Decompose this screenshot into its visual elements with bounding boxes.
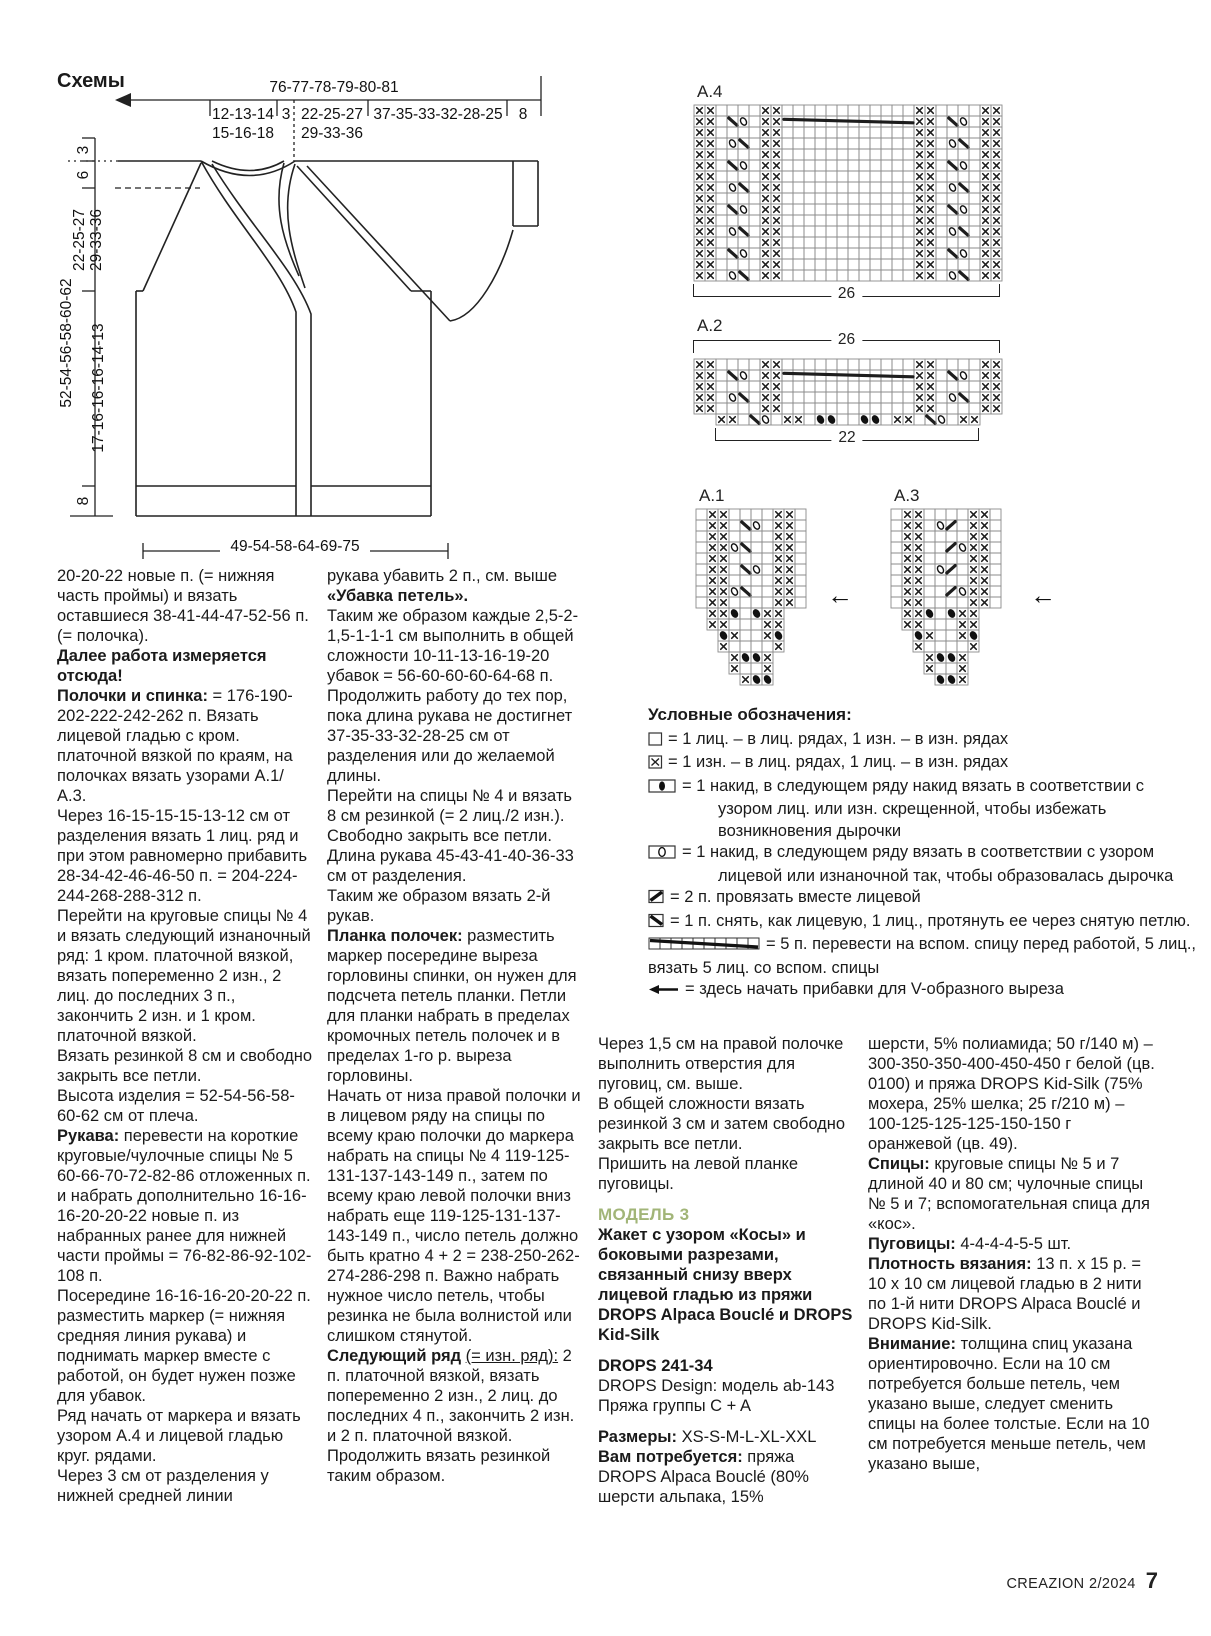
skp-icon [648, 913, 665, 935]
measure-left-armhole1: 22-25-27 [71, 208, 88, 272]
measure-shoulder2: 29-33-36 [300, 125, 364, 142]
legend-item-yo-twisted: = 1 накид, в следующем ряду накид вязать в соответствии с узором лиц. или изн. скрещенной, чтобы избежать возникновения дырочки [648, 776, 1200, 843]
purl-cell-icon [648, 754, 663, 776]
chart-a4 [693, 82, 1003, 302]
chart-a3-grid [890, 508, 1002, 686]
chart-a1-grid [695, 508, 807, 686]
chart-a4-label: A.4 [697, 82, 723, 101]
vneck-arrow-icon [648, 981, 680, 1003]
chart-a4-width-bracket: 26 [693, 284, 1000, 297]
measure-body-height: 17-16-16-16-14-13 [90, 323, 107, 453]
cardigan-outline [68, 161, 538, 516]
legend-item-skp: = 1 п. снять, как лицевую, 1 лиц., протянуть ее через снятую петлю. [648, 911, 1200, 935]
measure-neck: 12-13-14 [211, 106, 275, 123]
chart-a2-grid [693, 358, 1003, 426]
text-column-4: шерсти, 5% полиамида; 50 г/140 м) – 300-350-350-400-450-450 г белой (цв. 0100) и пряжа DROPS Kid-Silk (75% мохера, 25% шелка; 25 г/210 м) – 100-125-125-125-150-150 г оранжевой (цв. 49). Спицы: круговые спицы № 5 и 7 длиной 40 и 80 см; чулочные спицы № 5 и 7; вспомогательная спица для «кос». Пуговицы: 4-4-4-4-5-5 шт. Плотность вязания: 13 п. х 15 р. = 10 х 10 см лицевой гладью в 2 нити по 1-й нити DROPS Alpaca Bouclé и DROPS Kid-Silk. Внимание: толщина спиц указана ориентировочно. Если на 10 см потребуется больше петель, чем указано выше, следует сменить спицы на более толстые. Если на 10 см потребуется меньше петель, чем указано выше, [868, 1035, 1155, 1473]
measure-left-3: 3 [75, 145, 92, 155]
legend-item-purl: = 1 изн. – в лиц. рядах, 1 лиц. – в изн. рядах [648, 752, 1200, 776]
knit-cell-icon [648, 731, 663, 753]
chart-a3 [890, 486, 1090, 686]
chart-a2-top-bracket: 26 [693, 340, 1000, 353]
page-number: 7 [1145, 1568, 1158, 1593]
legend-item-k2tog: = 2 п. провязать вместе лицевой [648, 887, 1200, 911]
text-column-2: рукава убавить 2 п., см. выше «Убавка петель». Таким же образом каждые 2,5-2-1,5-1-1-1 см выполнить в общей сложности 10-11-13-16-19-20 убавок = 56-60-60-60-64-68 п. Продолжить работу до тех пор, пока длина рукава не достигнет 37-35-33-32-28-25 см от разделения или до желаемой длины. Перейти на спицы № 4 и вязать 8 см резинкой (= 2 лиц./2 изн.). Свободно закрыть все петли. Длина рукава 45-43-41-40-36-33 см от разделения. Таким же образом вязать 2-й рукав. Планка полочек: разместить маркер посередине выреза горловины спинки, он нужен для подсчета петель планки. Петли для планки набрать в пределах кромочных петель полочек и в пределах 1-го р. выреза горловины. Начать от низа правой полочки и в лицевом ряду на спицы по всему краю полочки до маркера набрать на спицы № 4 119-125-131-137-143-149 п., затем по всему краю левой полочки вниз набрать еще 119-125-131-137-143-149 п., число петель должно быть кратно 4 + 2 = 238-250-262-274-286-298 п. Важно набрать нужное число петель, чтобы резинка не была волнистой или слишком стянутой. Следующий ряд (= изн. ряд): 2 п. платочной вязкой, вязать попеременно 2 изн., 2 лиц. до последних 4 п., закончить 2 изн. и 2 п. платочной вязкой. Продолжить вязать резинкой таким образом. [327, 567, 581, 1485]
measure-sleeve-len: 37-35-33-32-28-25 [373, 106, 503, 123]
magazine-brand: CREAZION 2/2024 [1006, 1576, 1136, 1592]
measure-left-6: 6 [75, 170, 92, 180]
yo-hole-icon [648, 844, 677, 866]
legend-item-knit: = 1 лиц. – в лиц. рядах, 1 изн. – в изн. рядах [648, 729, 1200, 753]
vneck-start-arrow-icon: ← [827, 580, 853, 610]
chart-a3-label: A.3 [894, 486, 920, 505]
measure-cuff: 8 [518, 106, 528, 123]
measure-3: 3 [281, 106, 291, 123]
text-column-1: 20-20-22 новые п. (= нижняя часть проймы) и вязать оставшиеся 38-41-44-47-52-56 п. (= полочка). Далее работа измеряется отсюда! Полочки и спинка: = 176-190-202-222-242-262 п. Вязать лицевой гладью с кром. платочной вязкой по краям, на полочках вязать узорами А.1/А.3. Через 16-15-15-15-13-12 см от разделения вязать 1 лиц. ряд и при этом равномерно прибавить 28-34-42-46-46-50 п. = 204-224-244-268-288-312 п. Перейти на круговые спицы № 4 и вязать следующий изнаночный ряд: 1 кром. платочной вязкой, вязать попеременно 2 изн., 2 лиц. до последних 3 п., закончить 2 изн. и 1 кром. платочной вязкой. Вязать резинкой 8 см и свободно закрыть все петли. Высота изделия = 52-54-56-58-60-62 см от плеча. Рукава: перевести на короткие круговые/чулочные спицы № 5 60-66-70-72-82-86 отложенных п. и набрать дополнительно 16-16-16-20-20-22 новые п. из набранных ранее для нижней части проймы = 76-82-86-92-102-108 п. Посередине 16-16-16-20-20-22 п. разместить маркер (= нижняя средняя линия рукава) и поднимать маркер вместе с работой, он будет нужен позже для убавок. Ряд начать от маркера и вязать узором А.4 и лицевой гладью круг. рядами. Через 3 см от разделения у нижней средней линии [57, 567, 313, 1505]
measure-total-height: 52-54-56-58-60-62 [58, 278, 75, 408]
chart-a1-label: A.1 [699, 486, 725, 505]
text-column-3: Через 1,5 см на правой полочке выполнить отверстия для пуговиц, см. выше. В общей сложности вязать резинкой 3 см и затем свободно закрыть все петли. Пришить на левой планке пуговицы. МОДЕЛЬ 3 Жакет с узором «Косы» и боковыми разрезами, связанный снизу вверх лицевой гладью из пряжи DROPS Alpaca Bouclé и DROPS Kid-Silk DROPS 241-34 DROPS Design: модель ab-143 Пряжа группы C + A Размеры: XS-S-M-L-XL-XXL Вам потребуется: пряжа DROPS Alpaca Bouclé (80% шерсти альпака, 15% [598, 1035, 853, 1506]
chart-a4-grid [693, 104, 1003, 282]
legend-item-vneck-arrow: = здесь начать прибавки для V-образного выреза [648, 979, 1200, 1003]
measure-rib-height: 8 [75, 496, 92, 506]
chart-a2 [693, 316, 1003, 451]
measure-neck2: 15-16-18 [211, 125, 275, 142]
page-footer [800, 1568, 1158, 1594]
legend-item-cable: = 5 п. перевести на вспом. спицу перед работой, 5 лиц., вязать 5 лиц. со вспом. спицы [648, 935, 1197, 977]
k2tog-icon [648, 889, 665, 911]
measure-shoulder: 22-25-27 [300, 106, 364, 123]
chart-a2-bottom-bracket: 22 [715, 428, 979, 441]
ruler-arrow-left [115, 93, 131, 107]
measure-left-armhole2: 29-33-36 [88, 208, 105, 272]
chart-a2-label: A.2 [697, 316, 723, 335]
schemes-heading: Схемы [57, 70, 125, 92]
legend-item-yo-hole: = 1 накид, в следующем ряду вязать в соответствии с узором лицевой или изнаночной так, чтобы образовалась дырочка [648, 842, 1200, 887]
garment-schematic [55, 58, 615, 583]
legend-title: Условные обозначения: [648, 705, 852, 724]
yo-twisted-icon [648, 778, 677, 800]
cable-icon [648, 936, 761, 958]
symbol-legend [648, 704, 1200, 1003]
chart-a1 [695, 486, 895, 686]
measure-top-width: 76-77-78-79-80-81 [269, 79, 399, 96]
vneck-start-arrow-icon: ← [1030, 580, 1056, 610]
measure-bottom-width: 49-54-58-64-69-75 [230, 538, 360, 555]
